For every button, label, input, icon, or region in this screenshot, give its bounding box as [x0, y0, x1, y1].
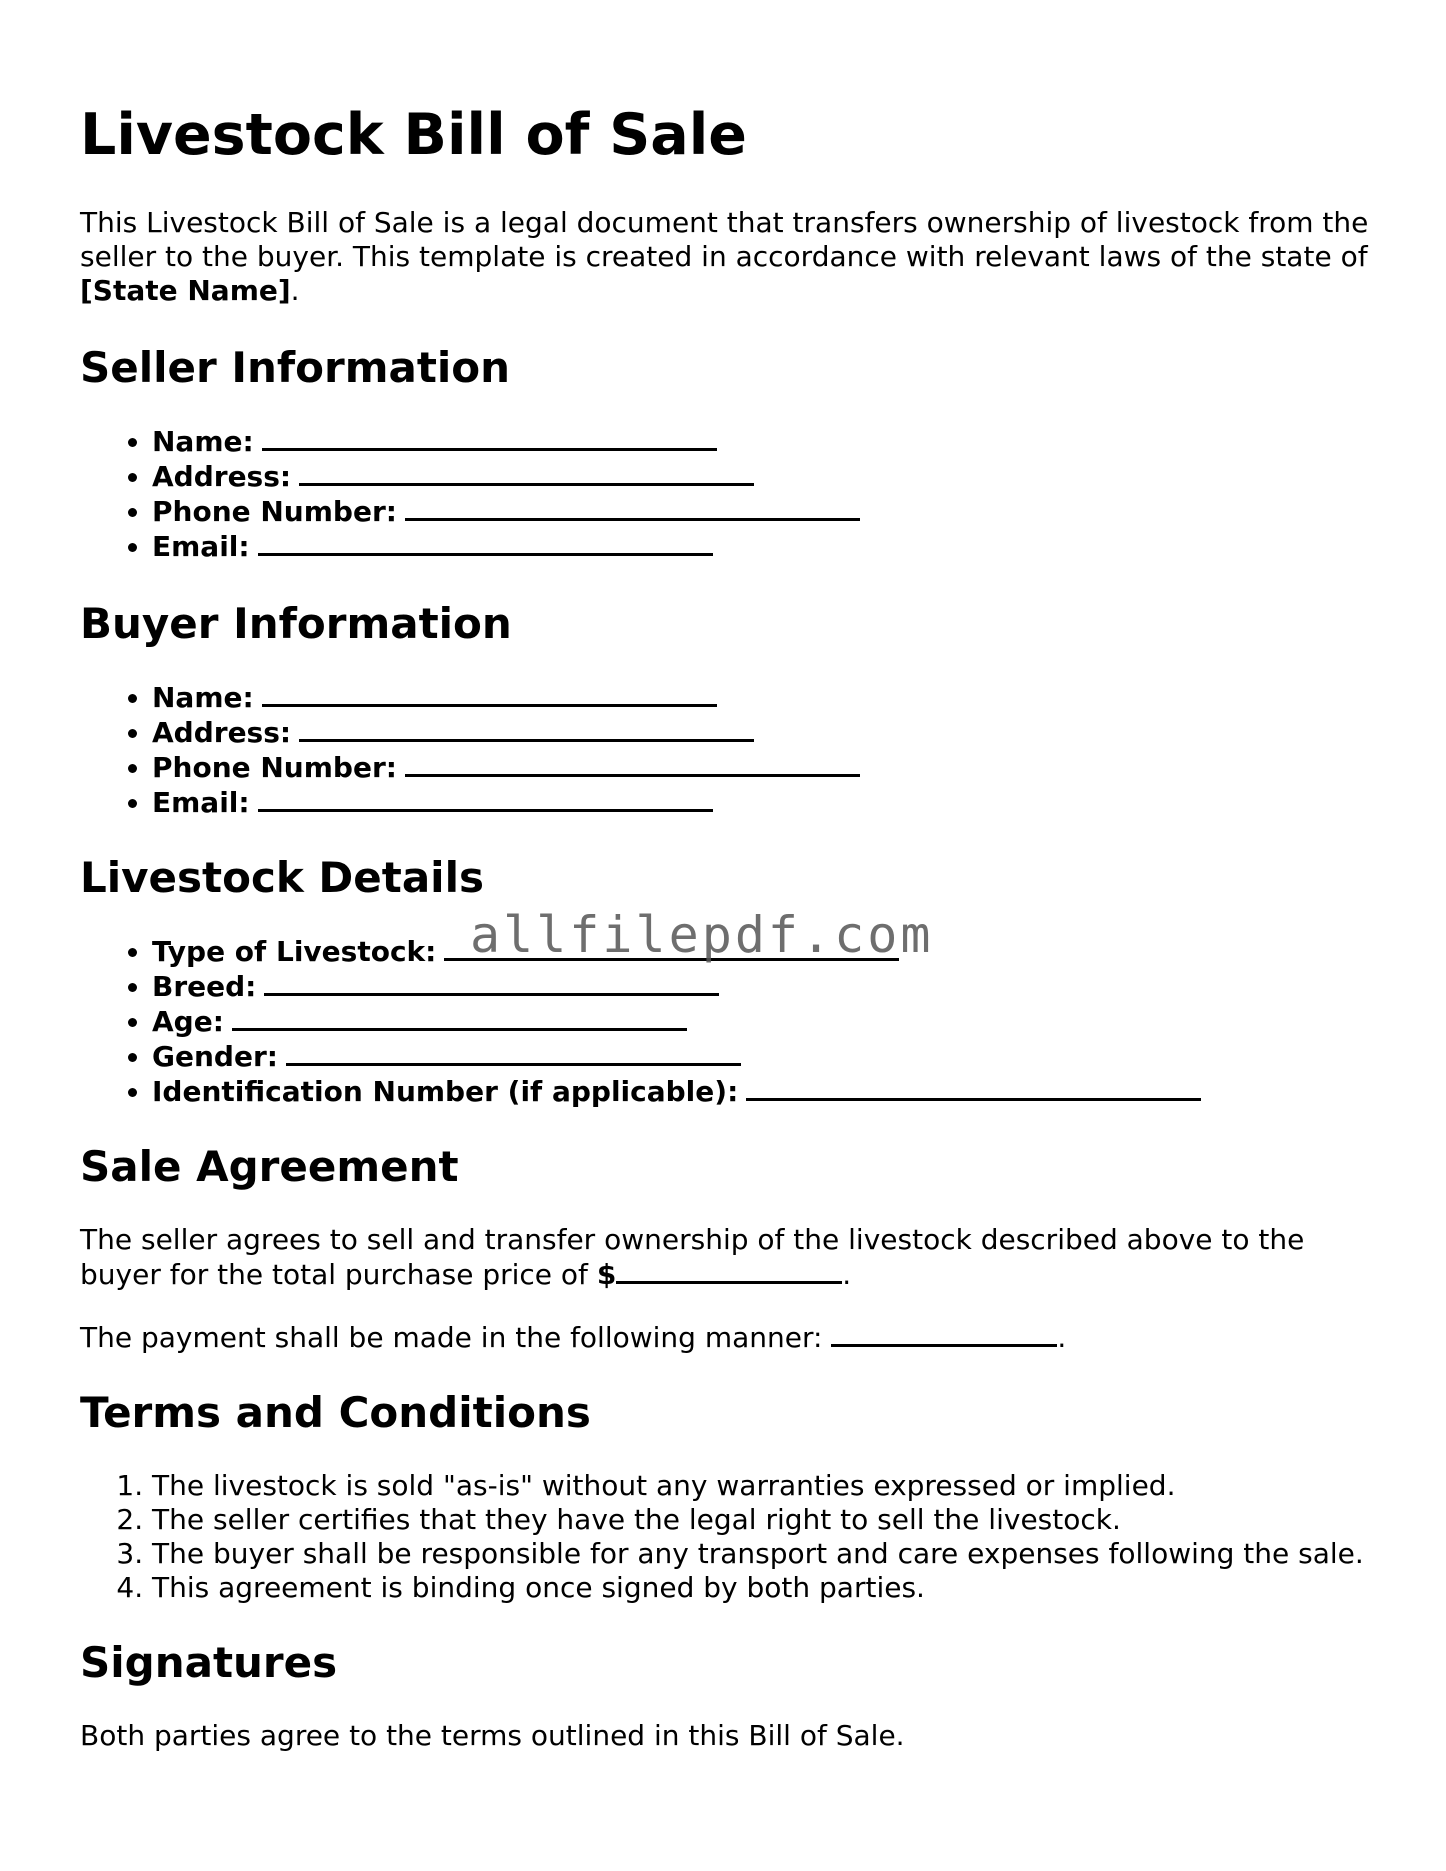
buyer-name-field	[152, 680, 1370, 715]
livestock-gender-field	[152, 1039, 1370, 1074]
seller-phone-blank[interactable]	[405, 494, 860, 521]
field-label: Name:	[152, 681, 254, 714]
buyer-name-blank[interactable]	[262, 680, 717, 707]
seller-fields	[80, 424, 1370, 564]
livestock-id-field	[152, 1074, 1370, 1109]
document-title: Livestock Bill of Sale	[80, 102, 747, 168]
seller-heading: Seller Information	[80, 343, 511, 392]
signatures-heading: Signatures	[80, 1638, 338, 1687]
livestock-gender-blank[interactable]	[286, 1039, 741, 1066]
term-item: 2. The seller certifies that they have the legal right to sell the livestock.	[152, 1503, 1370, 1537]
terms-list	[80, 1469, 1370, 1605]
livestock-age-field	[152, 1004, 1370, 1039]
livestock-heading: Livestock Details	[80, 853, 484, 902]
field-label: Breed:	[152, 970, 257, 1003]
intro-paragraph	[80, 206, 1370, 308]
field-label: Type of Livestock:	[152, 935, 437, 968]
term-item: 3. The buyer shall be responsible for any transport and care expenses following the sale.	[152, 1537, 1370, 1571]
livestock-age-blank[interactable]	[232, 1004, 687, 1031]
field-label: Phone Number:	[152, 751, 397, 784]
seller-address-blank[interactable]	[299, 459, 754, 486]
seller-name-blank[interactable]	[262, 424, 717, 451]
buyer-phone-field	[152, 750, 1370, 785]
term-item: 4. This agreement is binding once signed by both parties.	[152, 1571, 1370, 1605]
buyer-heading: Buyer Information	[80, 599, 512, 648]
seller-name-field	[152, 424, 1370, 459]
field-label: Name:	[152, 425, 254, 458]
document-page	[80, 0, 1370, 1753]
payment-paragraph	[80, 1320, 1370, 1355]
price-blank[interactable]	[616, 1257, 842, 1284]
field-label: Phone Number:	[152, 495, 397, 528]
payment-text: The payment shall be made in the following manner:	[80, 1321, 832, 1354]
livestock-breed-field	[152, 969, 1370, 1004]
seller-email-blank[interactable]	[258, 529, 713, 556]
price-text: The seller agrees to sell and transfer ownership of the livestock described above to the buyer for the total purchase price of	[80, 1223, 1305, 1291]
seller-address-field	[152, 459, 1370, 494]
field-label: Age:	[152, 1005, 224, 1038]
payment-blank[interactable]	[831, 1320, 1057, 1347]
intro-end: .	[290, 274, 300, 307]
terms-heading: Terms and Conditions	[80, 1388, 591, 1437]
state-name-placeholder: [State Name]	[80, 274, 291, 307]
field-label: Gender:	[152, 1040, 278, 1073]
seller-email-field	[152, 529, 1370, 564]
payment-end: .	[1057, 1321, 1067, 1354]
sale-heading: Sale Agreement	[80, 1142, 459, 1191]
seller-phone-field	[152, 494, 1370, 529]
field-label: Address:	[152, 460, 292, 493]
watermark-text: allfilepdf.com	[470, 906, 934, 964]
signatures-paragraph: Both parties agree to the terms outlined in this Bill of Sale.	[80, 1719, 905, 1752]
field-label: Address:	[152, 716, 292, 749]
buyer-address-blank[interactable]	[299, 715, 754, 742]
intro-text: This Livestock Bill of Sale is a legal document that transfers ownership of livestock from the seller to the buyer. This template is created in accordance with relevant laws of the state of	[80, 206, 1369, 273]
sale-price-paragraph	[80, 1223, 1370, 1292]
field-label: Email:	[152, 786, 250, 819]
currency-symbol: $	[596, 1258, 617, 1291]
buyer-email-blank[interactable]	[258, 785, 713, 812]
field-label: Identification Number (if applicable):	[152, 1075, 739, 1108]
buyer-address-field	[152, 715, 1370, 750]
buyer-fields	[80, 680, 1370, 820]
buyer-email-field	[152, 785, 1370, 820]
livestock-id-blank[interactable]	[746, 1074, 1201, 1101]
buyer-phone-blank[interactable]	[405, 750, 860, 777]
term-item: 1. The livestock is sold "as-is" without any warranties expressed or implied.	[152, 1469, 1370, 1503]
livestock-breed-blank[interactable]	[264, 969, 719, 996]
price-end: .	[842, 1258, 852, 1291]
field-label: Email:	[152, 530, 250, 563]
